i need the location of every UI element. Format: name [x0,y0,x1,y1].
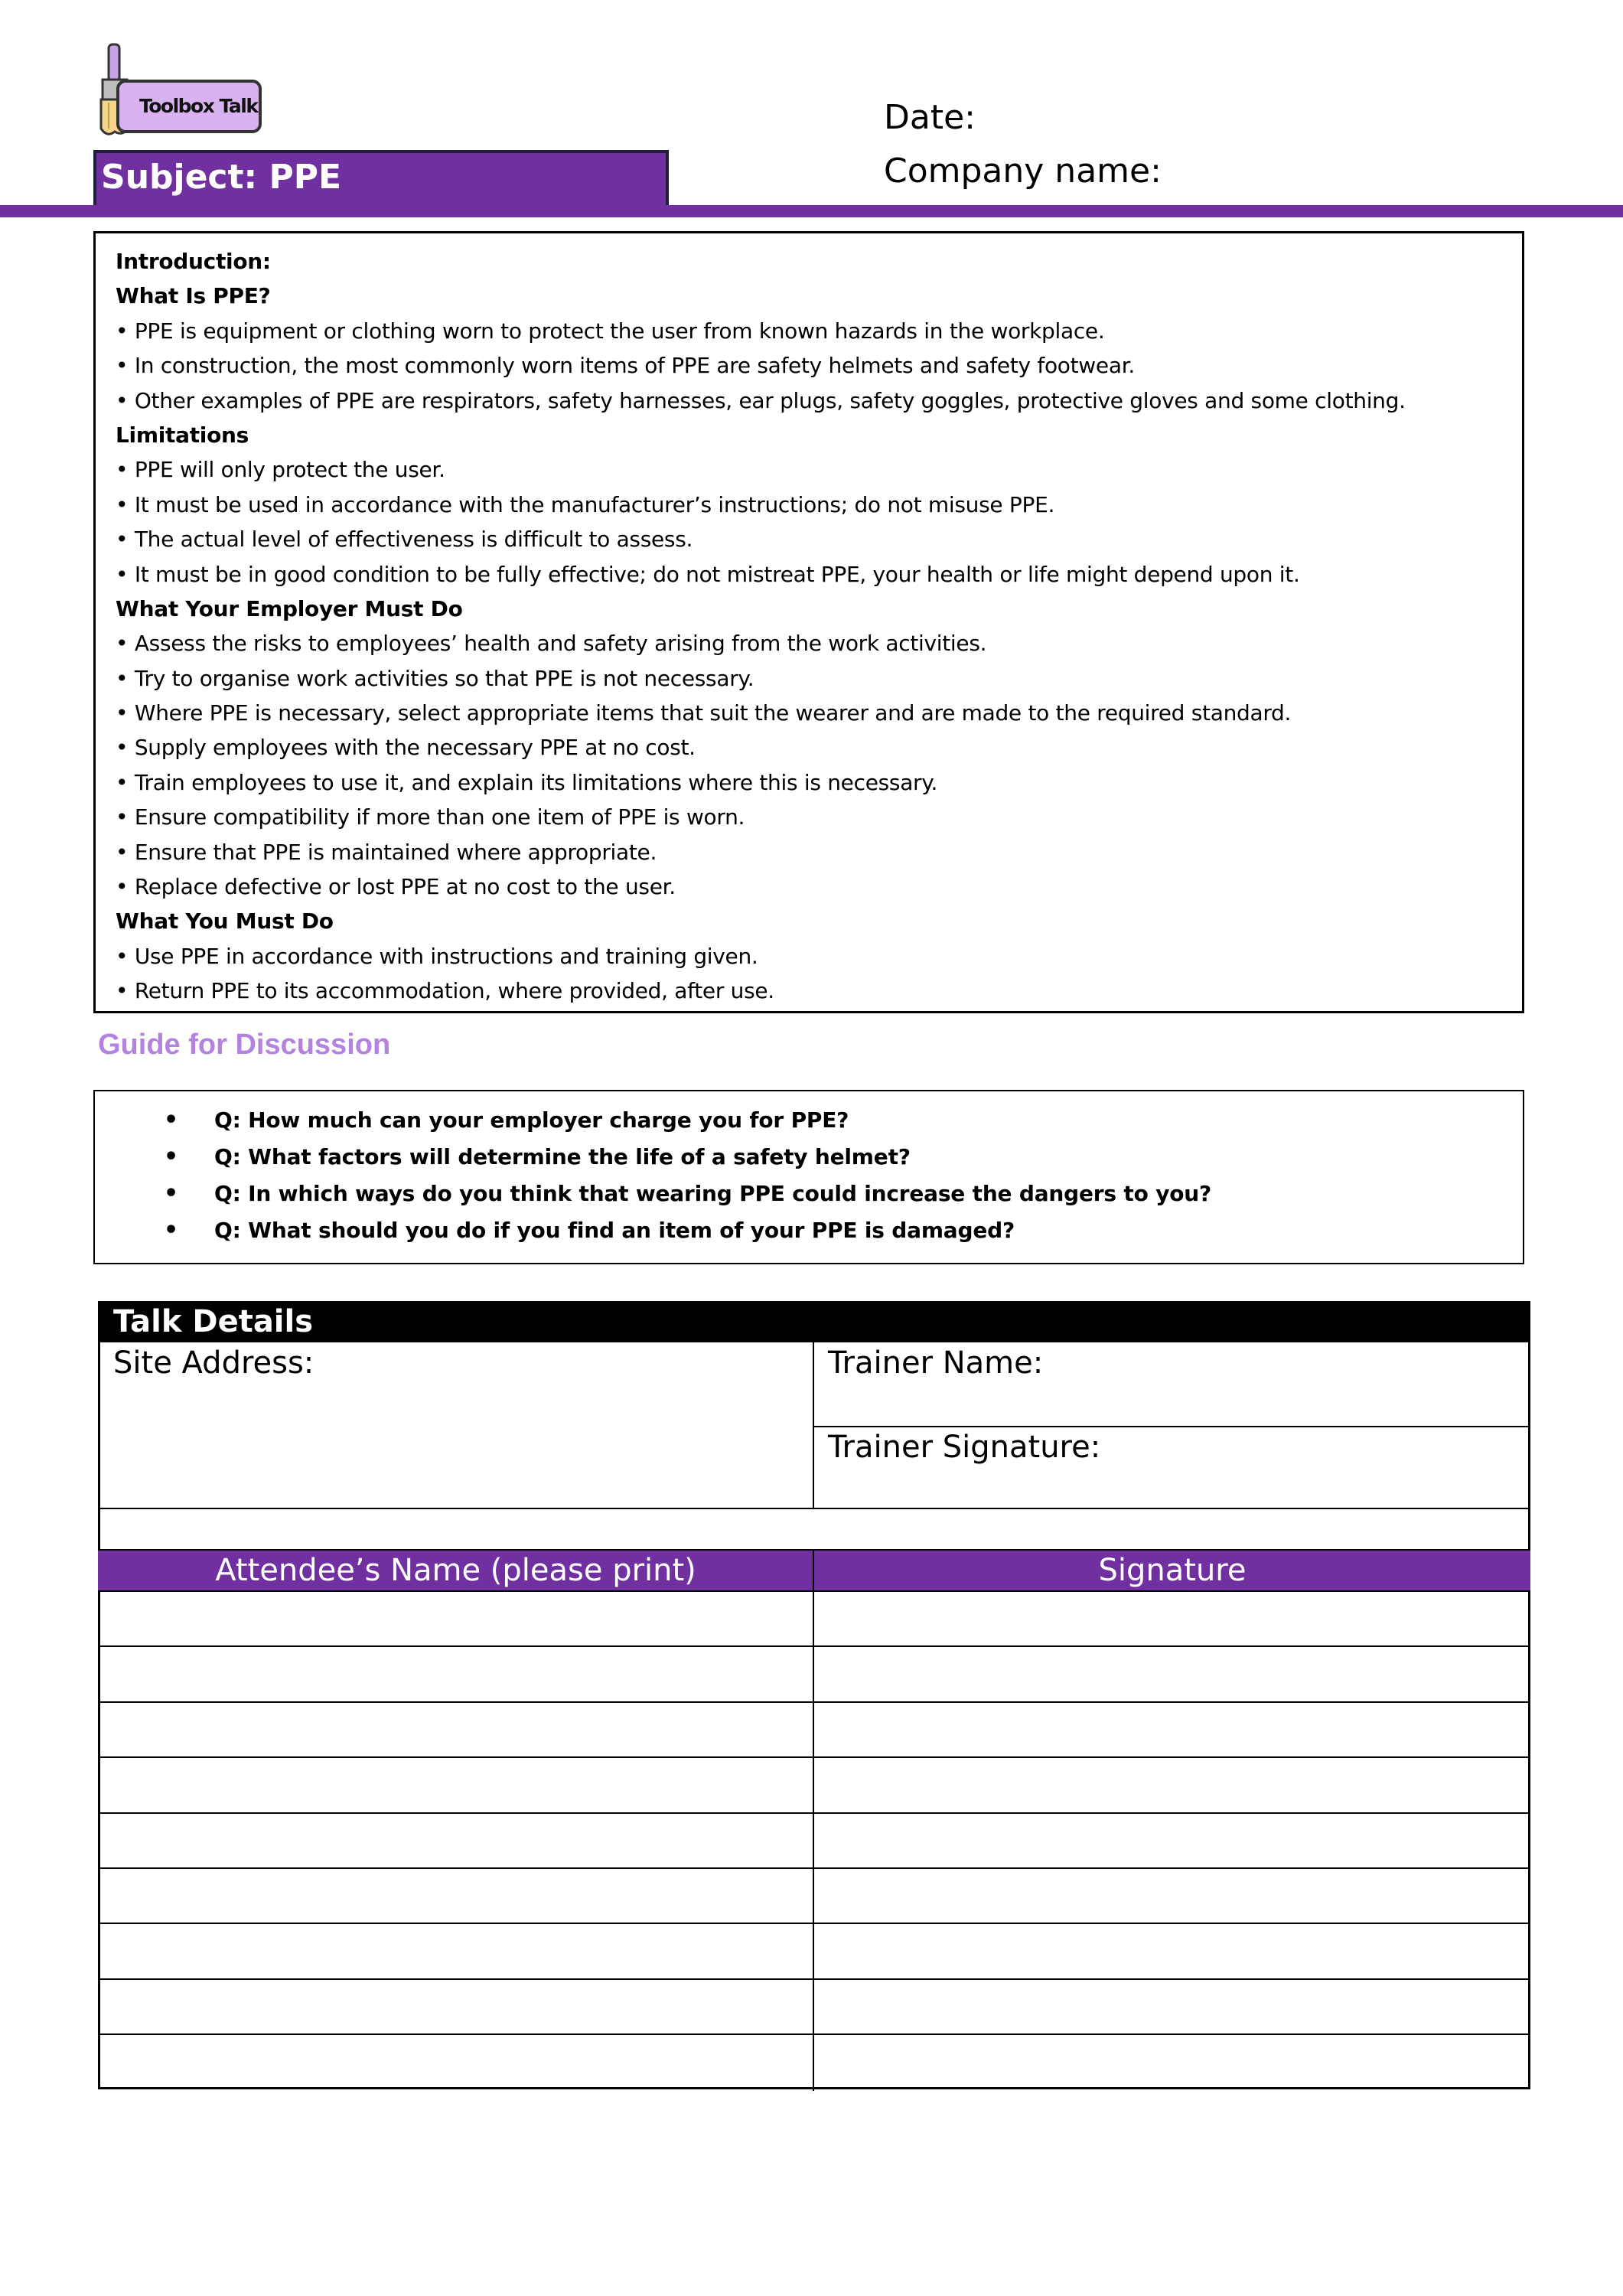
attendee-name-cell[interactable] [100,1869,813,1924]
bullet-icon: • [164,1143,179,1170]
attendee-signature-cell[interactable] [814,1647,1528,1702]
company-name-label: Company name: [884,152,1162,191]
intro-bullet-item: • Try to organise work activities so that PPE is not necessary. [116,665,754,691]
intro-bullet-item: • It must be in good condition to be fully effective; do not mistreat PPE, your health or life might depend upon it. [116,561,1300,587]
attendee-name-header: Attendee’s Name (please print) [215,1553,696,1588]
subject-title: Subject: PPE [101,158,342,197]
attendee-signature-cell[interactable] [814,1924,1528,1979]
trainer-signature-label: Trainer Signature: [828,1430,1101,1465]
attendee-name-cell[interactable] [100,1980,813,2035]
attendee-name-cell[interactable] [100,1703,813,1758]
date-label: Date: [884,98,976,137]
attendee-name-cell[interactable] [100,2035,813,2090]
discussion-question [95,1102,1523,1139]
discussion-question [95,1139,1523,1176]
attendee-signature-cell[interactable] [814,1592,1528,1647]
attendee-signature-cell[interactable] [814,1980,1528,2035]
intro-bullet-item: • PPE will only protect the user. [116,457,445,483]
question-text: Q: What should you do if you find an item of your PPE is damaged? [214,1218,1015,1243]
subject-banner [93,150,669,208]
question-text: Q: What factors will determine the life of a safety helmet? [214,1144,911,1169]
attendee-row [98,1980,1530,2035]
attendee-name-cell[interactable] [100,1758,813,1813]
question-text: Q: How much can your employer charge you for PPE? [214,1107,849,1133]
intro-heading: Limitations [116,422,249,448]
discussion-question [95,1212,1523,1249]
attendee-row [98,2035,1530,2090]
intro-bullet-item: • It must be used in accordance with the manufacturer’s instructions; do not misuse PPE. [116,491,1055,517]
bullet-icon: • [164,1180,179,1207]
attendee-row [98,1814,1530,1869]
discussion-question [95,1176,1523,1212]
site-address-label: Site Address: [113,1345,314,1381]
intro-heading: What You Must Do [116,908,334,934]
trainer-name-label: Trainer Name: [828,1345,1044,1381]
toolbox-talk-logo [95,41,271,141]
attendee-table-header [98,1551,1530,1590]
intro-bullet-item: • In construction, the most commonly worn items of PPE are safety helmets and safety footwear. [116,353,1135,379]
question-text: Q: In which ways do you think that wearing PPE could increase the dangers to you? [214,1181,1212,1206]
talk-details-title: Talk Details [113,1304,314,1339]
introduction-box [93,231,1524,1013]
attendee-row [98,1924,1530,1979]
intro-bullet-item: • Replace defective or lost PPE at no cost to the user. [116,874,676,900]
guide-for-discussion-heading: Guide for Discussion [98,1029,391,1061]
attendee-name-cell[interactable] [100,1592,813,1647]
attendee-signature-cell[interactable] [814,1869,1528,1924]
attendee-row [98,1869,1530,1924]
intro-bullet-item: • PPE is equipment or clothing worn to protect the user from known hazards in the workplace. [116,318,1105,344]
intro-bullet-item: • Where PPE is necessary, select appropriate items that suit the wearer and are made to the required standard. [116,700,1292,726]
logo-text: Toolbox Talk [139,95,258,117]
attendee-signature-cell[interactable] [814,1814,1528,1869]
intro-heading: Introduction: [116,249,271,274]
intro-bullet-item: • Assess the risks to employees’ health and safety arising from the work activities. [116,631,987,657]
intro-bullet-item: • Use PPE in accordance with instructions and training given. [116,943,758,969]
bullet-icon: • [164,1107,179,1133]
talk-details-header [98,1301,1530,1342]
intro-heading: What Your Employer Must Do [116,595,463,621]
header-divider [0,205,1623,217]
intro-heading: What Is PPE? [116,283,271,309]
info-section-bottom [98,1508,1530,1509]
attendee-signature-cell[interactable] [814,2035,1528,2090]
intro-bullet-item: • Train employees to use it, and explain its limitations where this is necessary. [116,769,938,795]
attendee-name-cell[interactable] [100,1924,813,1979]
talk-details-table [98,1301,1530,2089]
bullet-icon: • [164,1217,179,1244]
attendee-name-cell[interactable] [100,1814,813,1869]
attendee-name-cell[interactable] [100,1647,813,1702]
intro-bullet-item: • Other examples of PPE are respirators, safety harnesses, ear plugs, safety goggles, protective gloves and some clothing. [116,387,1406,413]
intro-bullet-item: • Return PPE to its accommodation, where provided, after use. [116,978,774,1004]
intro-bullet-item: • Ensure compatibility if more than one item of PPE is worn. [116,804,745,830]
discussion-questions-box [93,1090,1524,1264]
attendee-signature-cell[interactable] [814,1703,1528,1758]
attendee-row [98,1647,1530,1702]
attendee-signature-cell[interactable] [814,1758,1528,1813]
attendee-row [98,1758,1530,1813]
signature-header: Signature [1098,1553,1247,1588]
intro-bullet-item: • Supply employees with the necessary PPE at no cost. [116,735,696,761]
trainer-row-divider [813,1426,1530,1427]
attendee-row [98,1703,1530,1758]
intro-bullet-item: • Ensure that PPE is maintained where appropriate. [116,839,657,865]
intro-bullet-item: • The actual level of effectiveness is difficult to assess. [116,527,693,553]
attendee-row [98,1592,1530,1647]
